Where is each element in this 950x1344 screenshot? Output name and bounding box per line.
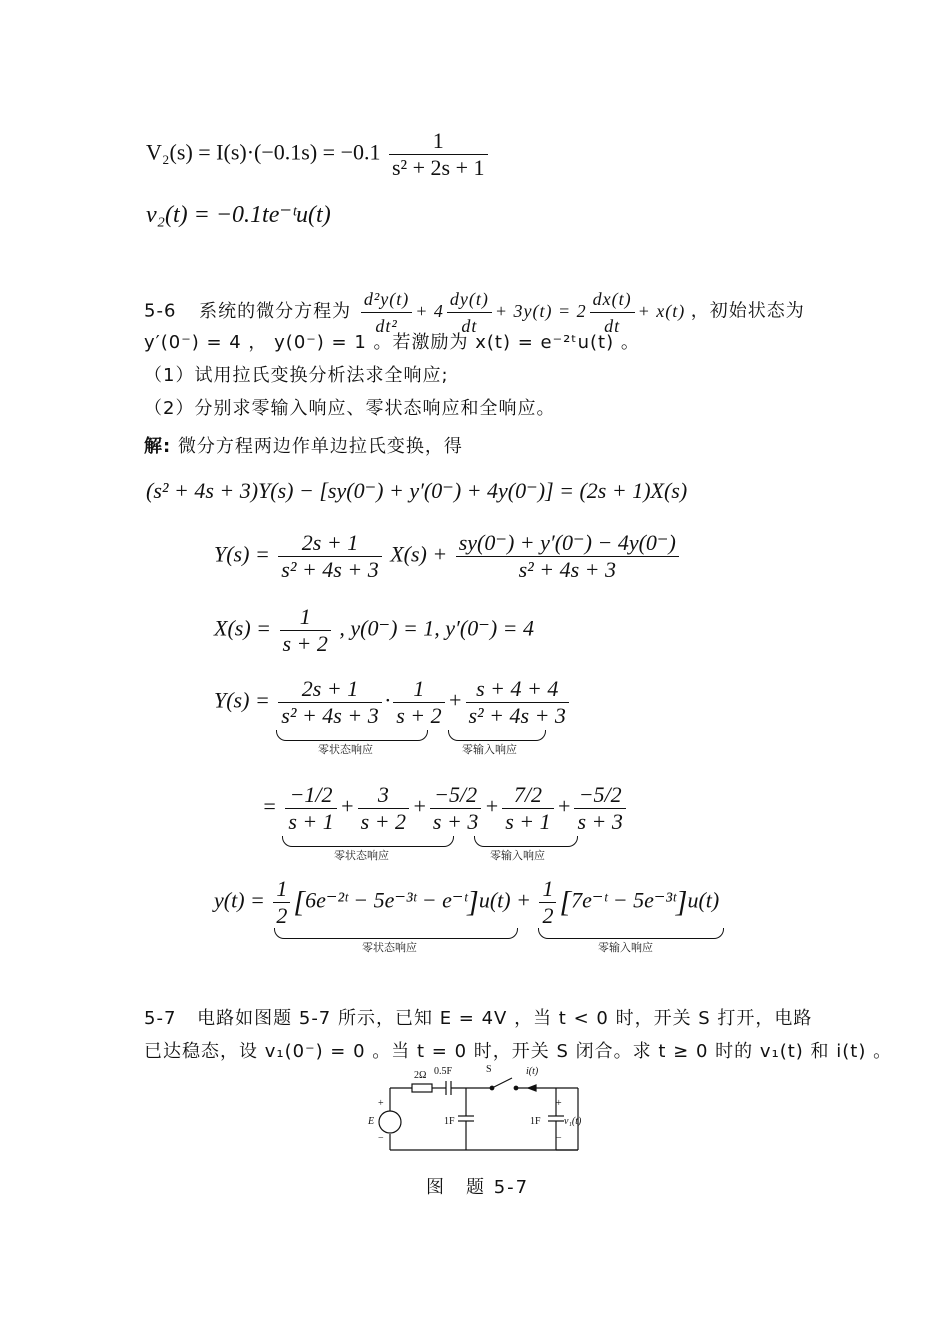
eq3-rest: , y(0⁻) = 1, y′(0⁻) = 4 xyxy=(339,615,534,641)
problem-5-7-line1 xyxy=(144,1004,812,1030)
laplace-equation-1: (s² + 4s + 3)Y(s) − [sy(0⁻) + y′(0⁻) + 4y(0⁻)] = (2s + 1)X(s) xyxy=(146,478,688,503)
pf-term-3 xyxy=(430,782,481,835)
pf-term-5-num: −5/2 xyxy=(574,782,625,809)
capacitor-2-label: 1F xyxy=(530,1116,541,1127)
eq4-lhs: Y(s) = xyxy=(214,687,270,713)
eq3-den: s + 2 xyxy=(282,631,328,656)
eq2-f1-num: 2s + 1 xyxy=(278,530,381,557)
pf-term-5 xyxy=(574,782,625,835)
question-2: （2）分别求零输入响应、零状态响应和全响应。 xyxy=(144,398,556,419)
eq6-half-1 xyxy=(273,876,290,929)
eq4-c-num: s + 4 + 4 xyxy=(466,676,569,703)
brace-zero-state-2 xyxy=(282,836,454,847)
eq2-f2-den: s² + 4s + 3 xyxy=(518,557,616,582)
circuit-diagram xyxy=(368,1064,582,1158)
eq4-fraction-a xyxy=(278,676,381,729)
eq4-fraction-b xyxy=(393,676,444,729)
eq2-f2-num: sy(0⁻) + y′(0⁻) − 4y(0⁻) xyxy=(456,530,679,557)
partial-fraction-equation: = $\frac{-1/2}{s + 1}$ + $\frac{3}{s + 2}$ + $\frac{-5/2}{s + 3}$ + $\frac{7/2}{s + 1}$ + $\frac{-5/2}{s + 3}$ xyxy=(262,782,629,835)
brace-zero-state-1 xyxy=(276,730,428,741)
differential-equation: $\frac{\text{d²y(t)}}{\text{dt²}}$ + 4 $\frac{dy(t)}{dt}$ + 3y(t) = 2 $\frac{dx(t)}{dt}$ + x(t) xyxy=(358,301,691,321)
resistor-symbol xyxy=(412,1084,432,1092)
label-zero-input-2: 零输入响应 xyxy=(490,849,545,862)
pf-term-2 xyxy=(358,782,409,835)
label-zero-state-3: 零状态响应 xyxy=(362,941,417,954)
v2t-equation: v₂(t) = −0.1te⁻ᵗu(t) xyxy=(146,202,331,228)
problem-5-6-line2: y′(0⁻) = 4 ， y(0⁻) = 1 。若激励为 x(t) = e⁻²ᵗu(t) 。 xyxy=(144,332,640,353)
v2s-numerator: 1 xyxy=(389,128,488,155)
question-1: （1）试用拉氏变换分析法求全响应; xyxy=(144,365,449,386)
brace-zero-state-3 xyxy=(274,928,518,939)
pf-term-4 xyxy=(502,782,553,835)
series-capacitor-label: 0.5F xyxy=(434,1066,453,1077)
eq2-fraction-1 xyxy=(278,530,381,583)
eq6-half-2 xyxy=(539,876,556,929)
source-plus: + xyxy=(378,1098,384,1109)
pf-term-3-num: −5/2 xyxy=(430,782,481,809)
pf-term-4-den: s + 1 xyxy=(505,809,551,834)
eq6-half-1-num: 1 xyxy=(273,876,290,903)
pf-term-1-num: −1/2 xyxy=(285,782,336,809)
resistor-label: 2Ω xyxy=(414,1070,427,1081)
eq6-ut-1: u(t) xyxy=(478,887,511,913)
eq4-b-den: s + 2 xyxy=(396,703,442,728)
eq6-half-2-num: 1 xyxy=(539,876,556,903)
solution-label: 解: xyxy=(144,436,172,457)
v1-minus: − xyxy=(556,1133,562,1144)
pf-term-2-den: s + 2 xyxy=(360,809,407,834)
solution-intro xyxy=(144,432,463,458)
eq2-middle: X(s) + xyxy=(390,541,448,567)
label-zero-state-1: 零状态响应 xyxy=(318,743,373,756)
eq4-b-num: 1 xyxy=(393,676,444,703)
eq6-half-2-den: 2 xyxy=(542,903,554,928)
pf-term-1-den: s + 1 xyxy=(288,809,334,834)
label-zero-input-1: 零输入响应 xyxy=(462,743,517,756)
pf-term-3-den: s + 3 xyxy=(432,809,479,834)
pf-term-4-num: 7/2 xyxy=(502,782,553,809)
pf-term-2-num: 3 xyxy=(358,782,409,809)
laplace-equation-2 xyxy=(214,530,682,583)
eq6-half-1-den: 2 xyxy=(276,903,288,928)
problem-intro-text: 系统的微分方程为 xyxy=(199,300,352,322)
full-response-equation: y(t) = $\frac{1}{2}$ [6e⁻²ᵗ − 5e⁻³ᵗ − e⁻ᵗ]u(t) + $\frac{1}{2}$ [7e⁻ᵗ − 5e⁻³ᵗ]u(t) xyxy=(214,876,720,928)
solution-text: 微分方程两边作单边拉氏变换，得 xyxy=(177,436,463,457)
eq3-fraction xyxy=(280,604,331,657)
eq6-zero-input-expr: 7e⁻ᵗ − 5e⁻³ᵗ xyxy=(571,887,676,913)
eq4-a-den: s² + 4s + 3 xyxy=(281,703,379,728)
capacitor-1-label: 1F xyxy=(444,1116,455,1127)
eq4-a-num: 2s + 1 xyxy=(278,676,381,703)
eq2-f1-den: s² + 4s + 3 xyxy=(281,557,379,582)
switch-label: S xyxy=(486,1064,492,1075)
label-zero-state-2: 零状态响应 xyxy=(334,849,389,862)
v1-plus: + xyxy=(556,1098,562,1109)
pf-term-5-den: s + 3 xyxy=(577,809,623,834)
eq6-lhs: y(t) = xyxy=(214,887,265,913)
figure-caption: 图 题 5-7 xyxy=(426,1177,530,1198)
laplace-equation-3 xyxy=(214,604,534,657)
voltage-source-symbol xyxy=(379,1111,401,1133)
eq6-ut-2: u(t) xyxy=(687,887,720,913)
problem-5-7-text-1: 电路如图题 5-7 所示，已知 E = 4V ，当 t < 0 时，开关 S 打开，电路 xyxy=(197,1008,813,1029)
problem-number: 5-6 xyxy=(144,300,177,322)
problem-5-7-line2: 已达稳态，设 v₁(0⁻) = 0 。当 t = 0 时，开关 S 闭合。求 t ≥ 0 时的 v₁(t) 和 i(t) 。 xyxy=(144,1041,893,1062)
current-label: i(t) xyxy=(526,1066,539,1077)
brace-zero-input-3 xyxy=(538,928,724,939)
eq4-c-den: s² + 4s + 3 xyxy=(468,703,566,728)
laplace-equation-4: Y(s) = $\frac{2s + 1}{\text{s² + 4s + 3}}$ · $\frac{1}{s + 2}$ + $\frac{s + 4 + 4}{\text{s² + 4s + 3}}$ xyxy=(214,676,572,729)
eq2-lhs: Y(s) = xyxy=(214,541,270,567)
v2s-lhs: V₂(s) = I(s)·(−0.1s) = −0.1 xyxy=(146,139,381,165)
eq3-lhs: X(s) = xyxy=(214,615,271,641)
brace-zero-input-2 xyxy=(474,836,578,847)
eq4-fraction-c xyxy=(466,676,569,729)
v1-label: v₁(t) xyxy=(564,1116,582,1127)
label-zero-input-3: 零输入响应 xyxy=(598,941,653,954)
eq2-fraction-2 xyxy=(456,530,679,583)
problem-number: 5-7 xyxy=(144,1008,177,1029)
source-label: E xyxy=(368,1116,375,1127)
initial-state-text: ，初始状态为 xyxy=(690,300,805,322)
v2s-equation xyxy=(146,128,491,181)
source-minus: − xyxy=(378,1133,384,1144)
brace-zero-input-1 xyxy=(448,730,546,741)
eq3-num: 1 xyxy=(280,604,331,631)
v2s-denominator: s² + 2s + 1 xyxy=(391,155,485,180)
v2s-fraction xyxy=(389,128,488,181)
eq6-zero-state-expr: 6e⁻²ᵗ − 5e⁻³ᵗ − e⁻ᵗ xyxy=(305,887,468,913)
pf-term-1 xyxy=(285,782,336,835)
